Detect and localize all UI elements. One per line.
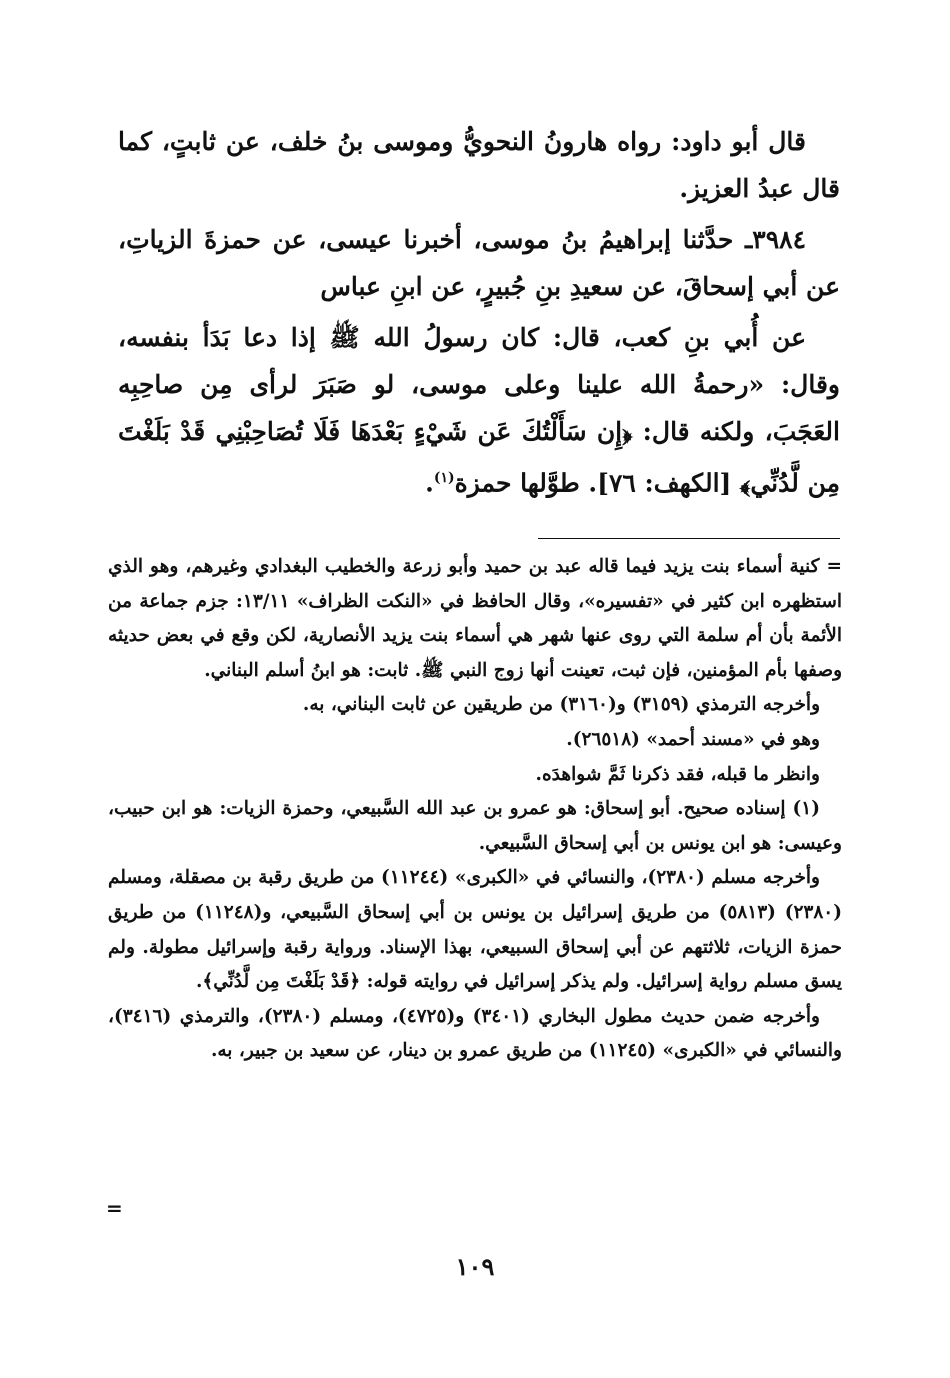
footnote-line: وأخرجه مسلم (٢٣٨٠)، والنسائي في «الكبرى» (١١٢٤٤) من طريق رقبة بن مصقلة، ومسلم (٢٣٨٠) (٥٨١٣) من طريق إسرائيل بن يونس بن أبي إسحاق السَّبيعي، و(١١٢٤٨) من طريق حمزة الزيات، ثلاثتهم عن أبي إسحاق السبيعي، بهذا الإسناد. ورواية رقبة وإسرائيل مطولة. ولم يسق مسلم رواية إسرائيل. ولم يذكر إسرائيل في روايته قوله: ﴿قَدْ بَلَغْتَ مِن لَّدُنِّي﴾.: [108, 867, 842, 993]
hadith-matn-text: عن أُبي بنِ كعب، قال: كان رسولُ الله ﷺ إذا دعا بَدَأ بنفسه، وقال: «رحمةُ الله علينا وعلى موسى، لو صَبَرَ لرأى مِن صاحِبِه العَجَبَ، ولكنه قال: ﴿إِن سَأَلْتُكَ عَن شَيْءٍ بَعْدَهَا فَلَا تُصَاحِبْنِي قَدْ بَلَغْتَ مِن لَّدُنِّي﴾ [الكهف: ٧٦]. طوَّلها حمزة: [118, 323, 840, 498]
footnote-1: (١) إسناده صحيح. أبو إسحاق: هو عمرو بن عبد الله السَّبيعي، وحمزة الزيات: هو ابن حبيب، وعيسى: هو ابن يونس بن أبي إسحاق السَّبيعي.: [108, 798, 842, 854]
page-number: ١٠٩: [455, 1252, 495, 1281]
footnote-line: وأخرجه ضمن حديث مطول البخاري (٣٤٠١) و(٤٧٢٥)، ومسلم (٢٣٨٠)، والترمذي (٣٤١٦)، والنسائي في «الكبرى» (١١٢٤٥) من طريق عمرو بن دينار، عن سعيد بن جبير، به.: [108, 1005, 842, 1062]
footnote-continued: = كنية أسماء بنت يزيد فيما قاله عبد بن حميد وأبو زرعة والخطيب البغدادي وغيرهم، وهو الذي استظهره ابن كثير في «تفسيره»، وقال الحافظ في «النكت الظراف» ١٣/١١: جزم جماعة من الأئمة بأن أم سلمة التي روى عنها شهر هي أسماء بنت يزيد الأنصارية، لكن وقع في بعض حديثه وصفها بأم المؤمنين، فإن ثبت، تعينت أنها زوج النبي ﷺ. ثابت: هو ابنُ أسلم البناني.: [108, 556, 843, 681]
footnote-line: وهو في «مسند أحمد» (٢٦٥١٨).: [566, 728, 820, 750]
footnote-reference: (١): [433, 470, 455, 486]
narration-note-paragraph: قال أبو داود: رواه هارونُ النحويُّ وموسى بنُ خلف، عن ثابتٍ، كما قال عبدُ العزيز.: [118, 127, 840, 203]
footnote-line: وانظر ما قبله، فقد ذكرنا ثَمَّ شواهدَه.: [535, 763, 820, 785]
main-text: [118, 118, 840, 510]
hadith-matn-end: .: [425, 468, 434, 498]
footnotes: [108, 550, 842, 1069]
footnote-divider: [538, 538, 840, 539]
hadith-matn-paragraph: [118, 314, 840, 506]
continuation-mark: =: [106, 1196, 123, 1220]
hadith-isnad-paragraph: ٣٩٨٤ـ حدَّثنا إبراهيمُ بنُ موسى، أخبرنا عيسى، عن حمزةَ الزياتِ، عن أبي إسحاقَ، عن سعيدِ بنِ جُبيرٍ، عن ابنِ عباس: [118, 225, 840, 301]
footnote-line: وأخرجه الترمذي (٣١٥٩) و(٣١٦٠) من طريقين عن ثابت البناني، به.: [302, 694, 820, 716]
